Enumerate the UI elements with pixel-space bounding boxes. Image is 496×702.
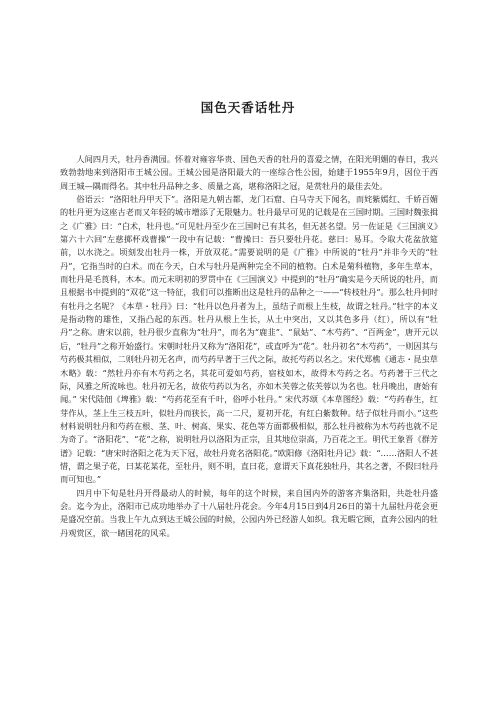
- paragraph: 人间四月天，牡丹香满园。怀着对雍容华贵、国色天香的牡丹的喜爱之情，在阳光明媚的春日，我兴致勃勃地来到洛阳市王城公园。王城公园是洛阳最大的一座综合性公园，始建于1955年9月，因位于西周王城—隅而得名。其中牡丹品种之多、质量之高，堪称洛阳之冠，是赏牡丹的最佳去处。: [60, 154, 438, 191]
- article-body: [60, 153, 438, 540]
- paragraph: 四月中下旬是牡丹开得最动人的时候，每年的这个时候，来自国内外的游客齐集洛阳，共赴牡丹盛会。迄今为止，洛阳市已成功地举办了十八届牡丹花会。今年4月15日到4月26日的第十九届牡丹花会更是盛况空前。当我上午九点到达王城公园的时候，公园内外已经游人如织。我无暇它顾，直奔公园内的牡丹观赏区，欲一睹国花的风采。: [60, 487, 438, 538]
- article-title: 国色天香话牡丹: [200, 100, 296, 115]
- paragraph: 俗语云：“洛阳牡丹甲天下”。洛阳是九朝古都，龙门石窟、白马寺天下闻名，而姹紫嫣红、千娇百媚的牡丹更为这座古老而又年轻的城市增添了无限魅力。牡丹最早可见的记载是在三国时期。三国时魏张揖之《广雅》曰：“白术，牡丹也。”可见牡丹至少在三国时已有其名，但无甚名望。另一佐证是《三国演义》第六十六回“左慈掷杯戏曹操”一段中有记载：“曹操曰：吾只要牡丹花。慈曰：易耳。令取大花盆放筵前，以水浇之。顷刻发出牡丹一株，开放双花。”需要说明的是《广雅》中所说的“牡丹”并非今天的“牡丹”，它指当时的白术。而在今天，白术与牡丹是两种完全不同的植物。白术是菊科植物，多年生草本，而牡丹是毛莨科，木本。而元末明初的罗贯中在《三国演义》中提到的“牡丹”确实是今天所说的牡丹，而且根据书中提到的“双花”这一特征，我们可以推断出这是牡丹的品种之一——“转枝牡丹”。那么牡丹何时有牡丹之名呢？《本草・牡丹》曰：“牡丹以色丹者为上，虽结子而根上生枝，故谓之牡丹。”牡字的本义是指动物的雄性，又指凸起的东西。牡丹从根上生长，从土中突出，又以其色多丹（红），所以有“牡丹”之称。唐宋以前，牡丹很少直称为“牡丹”，而名为“鹿韭”、“鼠姑”、“木芍药”、“百两金”，唐开元以后，“牡丹”之称开始盛行。宋朝时牡丹又称为“洛阳花”，或直呼为“花”。牡丹初名“木芍药”，一则因其与芍药极其相似，二则牡丹初无名声，而芍药早著于三代之际，故托芍药以名之。宋代郑樵《通志・昆虫草木略》载：“然牡丹亦有木芍药之名，其花可爱如芍药，宿枝如木，故得木芍药之名。芍药著于三代之际，风雅之所流咏也。牡丹初无名，故依芍药以为名，亦如木芙蓉之依芙蓉以为名也。牡丹晚出，唐始有闻。” 宋代陆佃《埤雅》载：“芍药花至有千叶，俗呼小牡丹。” 宋代苏颂《本草图经》载：“芍药春生，红芽作从，茎上生三枝五叶，似牡丹而狭长，高一二尺，夏初开花，有红白紫数种。结子似牡丹而小。”这些材料说明牡丹和芍药在根、茎、叶、树高、果实、花色等方面都极相似，那么牡丹被称为木芍药也就不足为奇了。“洛阳花”、“花”之称，说明牡丹以洛阳为正宗，且其地位崇高，乃百花之王。明代王象晋《群芳谱》记载：“唐宋时洛阳之花为天下冠，故牡丹竟名洛阳花。”欧阳修《洛阳牡丹记》载：“……洛阳人不甚惜，谓之果子花，曰某花某花，至牡丹，则不明，直曰花，意谓天下真花独牡丹，其名之著，不假曰牡丹而可知也。”: [60, 194, 438, 485]
